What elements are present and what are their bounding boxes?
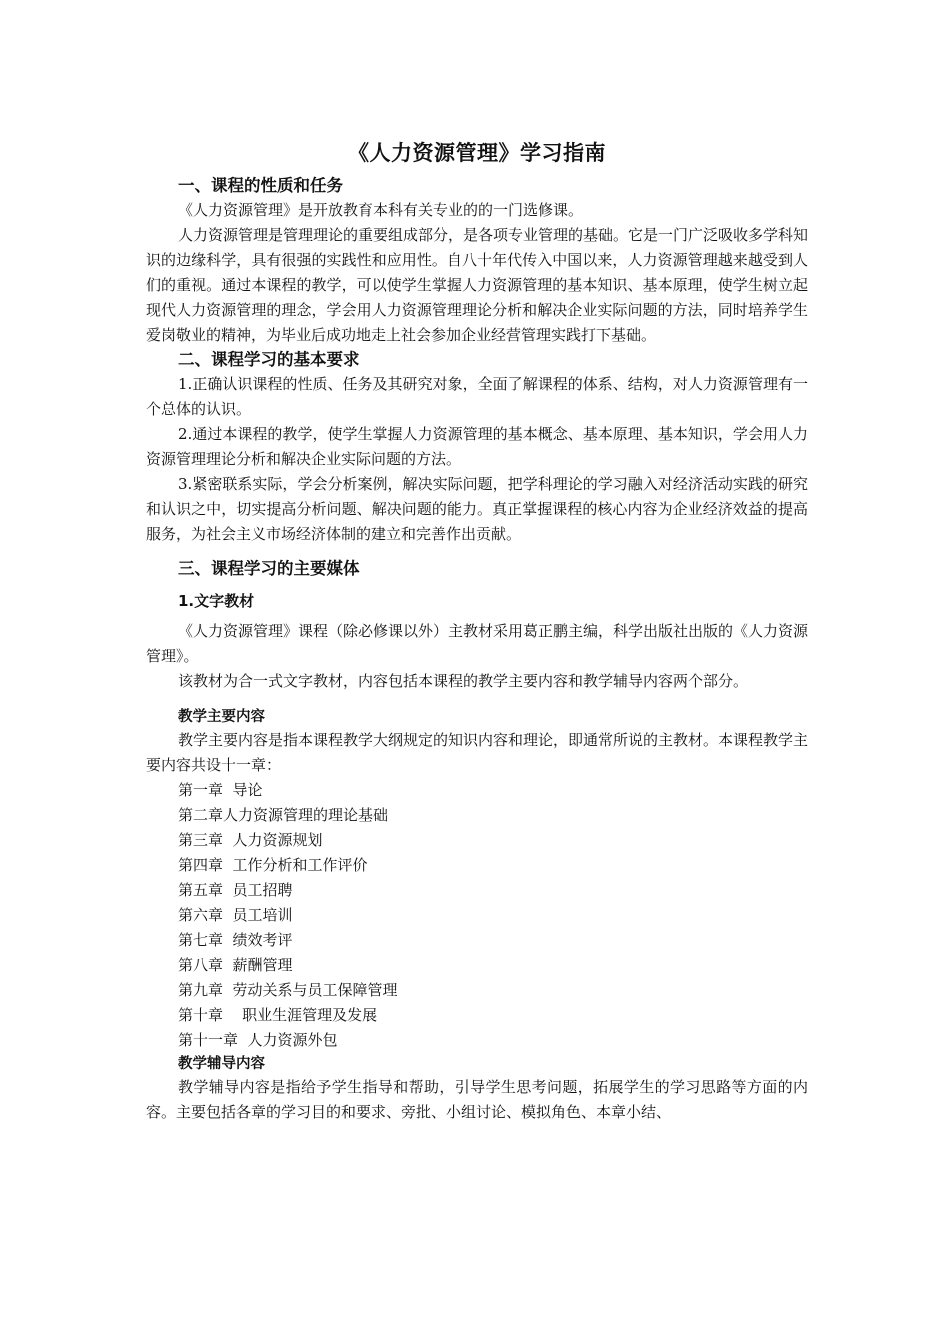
main-content-paragraph: 教学主要内容是指本课程教学大纲规定的知识内容和理论，即通常所说的主教材。本课程教学主要内容共设十一章：: [146, 731, 809, 774]
section-1-paragraph-2: 人力资源管理是管理理论的重要组成部分，是各项专业管理的基础。它是一门广泛吸收多学科知识的边缘科学，具有很强的实践性和应用性。自八十年代传入中国以来，人力资源管理越来越受到人们的重视。通过本课程的教学，可以使学生掌握人力资源管理的基本知识、基本原理，使学生树立起现代人力资源管理的理念，学会用人力资源管理理论分析和解决企业实际问题的方法，同时培养学生爱岗敬业的精神，为毕业后成功地走上社会参加企业经营管理实践打下基础。: [146, 226, 809, 344]
chapter-item: 第十章 职业生涯管理及发展: [178, 1006, 378, 1024]
chapter-item: 第二章人力资源管理的理论基础: [178, 806, 389, 824]
chapter-item: 第三章 人力资源规划: [178, 831, 323, 849]
document-body: [146, 138, 808, 1125]
materials-paragraph-1: 《人力资源管理》课程（除必修课以外）主教材采用葛正鹏主编，科学出版社出版的《人力资源管理》。: [146, 622, 809, 665]
aux-content-heading: 教学辅导内容: [178, 1056, 265, 1072]
chapter-item: 第六章 员工培训: [178, 906, 293, 924]
chapter-item: 第八章 薪酬管理: [178, 956, 293, 974]
chapter-item: 第五章 员工招聘: [178, 881, 293, 899]
chapter-item: 第一章 导论: [178, 781, 263, 799]
section-1-paragraph-1: 《人力资源管理》是开放教育本科有关专业的的一门选修课。: [178, 201, 584, 219]
section-3-heading: 三、课程学习的主要媒体: [178, 559, 360, 578]
requirement-2: 2.通过本课程的教学，使学生掌握人力资源管理的基本概念、基本原理、基本知识，学会用人力资源管理理论分析和解决企业实际问题的方法。: [146, 425, 808, 468]
requirement-3: 3.紧密联系实际，学会分析案例，解决实际问题，把学科理论的学习融入对经济活动实践的研究和认识之中，切实提高分析问题、解决问题的能力。真正掌握课程的核心内容为企业经济效益的提高服务，为社会主义市场经济体制的建立和完善作出贡献。: [146, 475, 808, 543]
document-title: 《人力资源管理》学习指南: [348, 141, 606, 165]
section-2-heading: 二、课程学习的基本要求: [178, 350, 360, 369]
aux-content-paragraph: 教学辅导内容是指给予学生指导和帮助，引导学生思考问题，拓展学生的学习思路等方面的内容。主要包括各章的学习目的和要求、旁批、小组讨论、模拟角色、本章小结、: [146, 1078, 808, 1121]
section-1-heading: 一、课程的性质和任务: [178, 176, 343, 195]
chapter-item: 第四章 工作分析和工作评价: [178, 856, 368, 874]
chapter-item: 第九章 劳动关系与员工保障管理: [178, 981, 398, 999]
chapter-item: 第十一章 人力资源外包: [178, 1031, 338, 1049]
requirement-1: 1.正确认识课程的性质、任务及其研究对象，全面了解课程的体系、结构，对人力资源管理有一个总体的认识。: [146, 375, 808, 418]
main-content-heading: 教学主要内容: [178, 709, 265, 725]
chapter-item: 第七章 绩效考评: [178, 931, 293, 949]
materials-paragraph-2: 该教材为合一式文字教材，内容包括本课程的教学主要内容和教学辅导内容两个部分。: [178, 672, 749, 690]
subsection-text-materials: 1.文字教材: [178, 592, 255, 610]
